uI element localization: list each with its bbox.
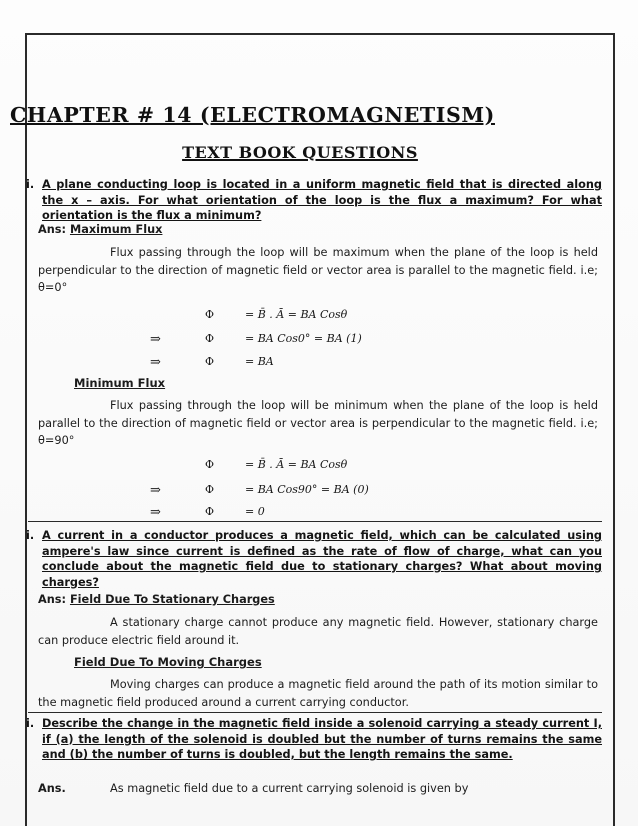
moving-charges-heading: Field Due To Moving Charges bbox=[74, 655, 262, 669]
equation-rhs: = B̄ . Ā = BA Cosθ bbox=[245, 458, 348, 471]
stationary-charges-heading: Field Due To Stationary Charges bbox=[69, 593, 275, 606]
question-1 bbox=[26, 177, 602, 224]
flux-symbol: Φ bbox=[205, 308, 215, 321]
section-divider bbox=[28, 521, 602, 522]
flux-symbol: Φ bbox=[205, 332, 215, 345]
equation-rhs: = B̄ . Ā = BA Cosθ bbox=[245, 308, 348, 321]
equation-rhs: = 0 bbox=[245, 505, 265, 518]
section-subtitle: TEXT BOOK QUESTIONS bbox=[182, 143, 418, 162]
max-flux-paragraph bbox=[38, 244, 598, 297]
question-number: i. bbox=[26, 178, 35, 191]
page-border-right bbox=[613, 33, 615, 826]
min-flux-heading: Minimum Flux bbox=[74, 376, 166, 390]
stationary-charges-text: A stationary charge cannot produce any magnetic field. However, stationary charge can produce electric field around it. bbox=[38, 616, 598, 647]
question-2 bbox=[26, 528, 602, 590]
question-text: A plane conducting loop is located in a uniform magnetic field that is directed along the x – axis. For what orientation of the loop is the flux a maximum? For what orientation is the flux a minimum? bbox=[42, 178, 602, 222]
implies-arrow: ⇒ bbox=[150, 355, 161, 370]
question-3 bbox=[26, 716, 602, 763]
min-flux-text: Flux passing through the loop will be minimum when the plane of the loop is held parallel to the direction of magnetic field or vector area is perpendicular to the magnetic field. i.e; θ=90° bbox=[38, 399, 598, 447]
answer-label: Ans. bbox=[38, 782, 66, 795]
min-flux-paragraph bbox=[38, 397, 598, 450]
equation-rhs: = BA bbox=[245, 355, 274, 368]
implies-arrow: ⇒ bbox=[150, 483, 161, 498]
question-text: Describe the change in the magnetic field inside a solenoid carrying a steady current I, if (a) the length of the solenoid is doubled but the number of turns remains the same and (b) the number of turns is doubled, but the length remains the same. bbox=[42, 717, 602, 761]
moving-charges-paragraph bbox=[38, 676, 598, 711]
question-text: A current in a conductor produces a magnetic field, which can be calculated using ampere's law since current is defined as the rate of flow of charge, what can you conclude about the magnetic field due to stationary charges? What about moving charges? bbox=[42, 529, 602, 589]
implies-arrow: ⇒ bbox=[150, 332, 161, 347]
stationary-charges-paragraph bbox=[38, 614, 598, 649]
answer-label bbox=[38, 593, 275, 606]
max-flux-heading: Maximum Flux bbox=[69, 223, 163, 236]
flux-symbol: Φ bbox=[205, 458, 215, 471]
section-divider bbox=[28, 712, 602, 713]
question-number: i. bbox=[26, 717, 35, 730]
answer-label bbox=[38, 223, 162, 236]
equation-rhs: = BA Cos0° = BA (1) bbox=[245, 332, 362, 345]
flux-symbol: Φ bbox=[205, 355, 215, 368]
answer-label-text: Ans: bbox=[38, 593, 67, 606]
moving-charges-text: Moving charges can produce a magnetic field around the path of its motion similar to the magnetic field produced around a current carrying conductor. bbox=[38, 678, 598, 709]
flux-symbol: Φ bbox=[205, 505, 215, 518]
implies-arrow: ⇒ bbox=[150, 505, 161, 520]
page-border-top bbox=[25, 33, 615, 35]
solenoid-answer-text: As magnetic field due to a current carrying solenoid is given by bbox=[110, 782, 469, 795]
question-number: i. bbox=[26, 529, 35, 542]
max-flux-text: Flux passing through the loop will be maximum when the plane of the loop is held perpendicular to the direction of magnetic field or vector area is parallel to the magnetic field. i.e; θ=0° bbox=[38, 246, 598, 294]
chapter-title: CHAPTER # 14 (ELECTROMAGNETISM) bbox=[10, 103, 495, 127]
flux-symbol: Φ bbox=[205, 483, 215, 496]
equation-rhs: = BA Cos90° = BA (0) bbox=[245, 483, 369, 496]
answer-label-text: Ans: bbox=[38, 223, 67, 236]
